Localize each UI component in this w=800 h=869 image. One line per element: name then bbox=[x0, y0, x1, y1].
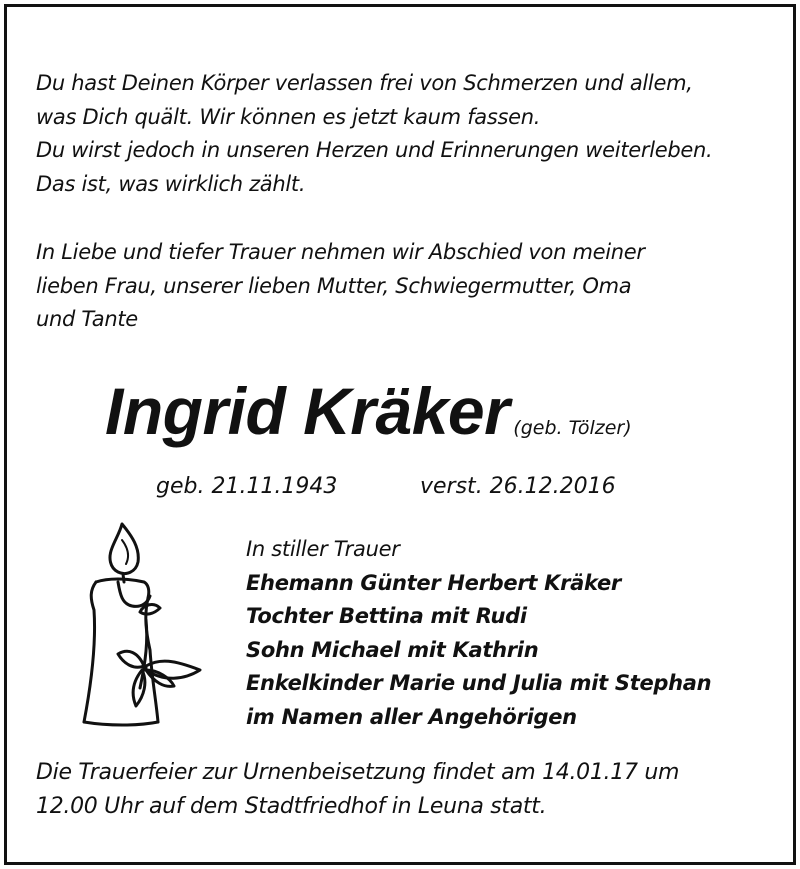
maiden-name: (geb. Tölzer) bbox=[513, 417, 632, 439]
mourner: Tochter Bettina mit Rudi bbox=[246, 604, 527, 628]
verse-line: Du wirst jedoch in unseren Herzen und Erinnerungen weiterleben. bbox=[36, 138, 713, 162]
mourners-list bbox=[246, 533, 711, 734]
mourner: Sohn Michael mit Kathrin bbox=[246, 637, 539, 662]
birth-date: geb. 21.11.1943 bbox=[156, 474, 338, 499]
deceased-name-row bbox=[105, 373, 632, 449]
mourner: Ehemann Günter Herbert Kräker bbox=[246, 570, 621, 595]
mourners-heading: In stiller Trauer bbox=[246, 537, 400, 561]
ceremony-notice bbox=[36, 756, 679, 823]
candle-with-flower-icon bbox=[78, 520, 206, 730]
intro-line: und Tante bbox=[36, 307, 138, 331]
verse-line: was Dich quält. Wir können es jetzt kaum fassen. bbox=[36, 104, 541, 129]
verse-line: Das ist, was wirklich zählt. bbox=[36, 171, 306, 196]
farewell-intro bbox=[36, 236, 645, 337]
intro-line: lieben Frau, unserer lieben Mutter, Schwiegermutter, Oma bbox=[36, 273, 632, 298]
death-date: verst. 26.12.2016 bbox=[420, 474, 616, 499]
verse-line: Du hast Deinen Körper verlassen frei von Schmerzen und allem, bbox=[36, 71, 693, 95]
ceremony-line: Die Trauerfeier zur Urnenbeisetzung findet am 14.01.17 um bbox=[36, 760, 680, 785]
ceremony-line: 12.00 Uhr auf dem Stadtfriedhof in Leuna statt. bbox=[36, 793, 547, 819]
deceased-name: Ingrid Kräker bbox=[105, 374, 510, 448]
verse bbox=[36, 67, 712, 201]
intro-line: In Liebe und tiefer Trauer nehmen wir Abschied von meiner bbox=[36, 240, 645, 264]
mourner: im Namen aller Angehörigen bbox=[246, 704, 577, 729]
mourner: Enkelkinder Marie und Julia mit Stephan bbox=[246, 671, 712, 695]
